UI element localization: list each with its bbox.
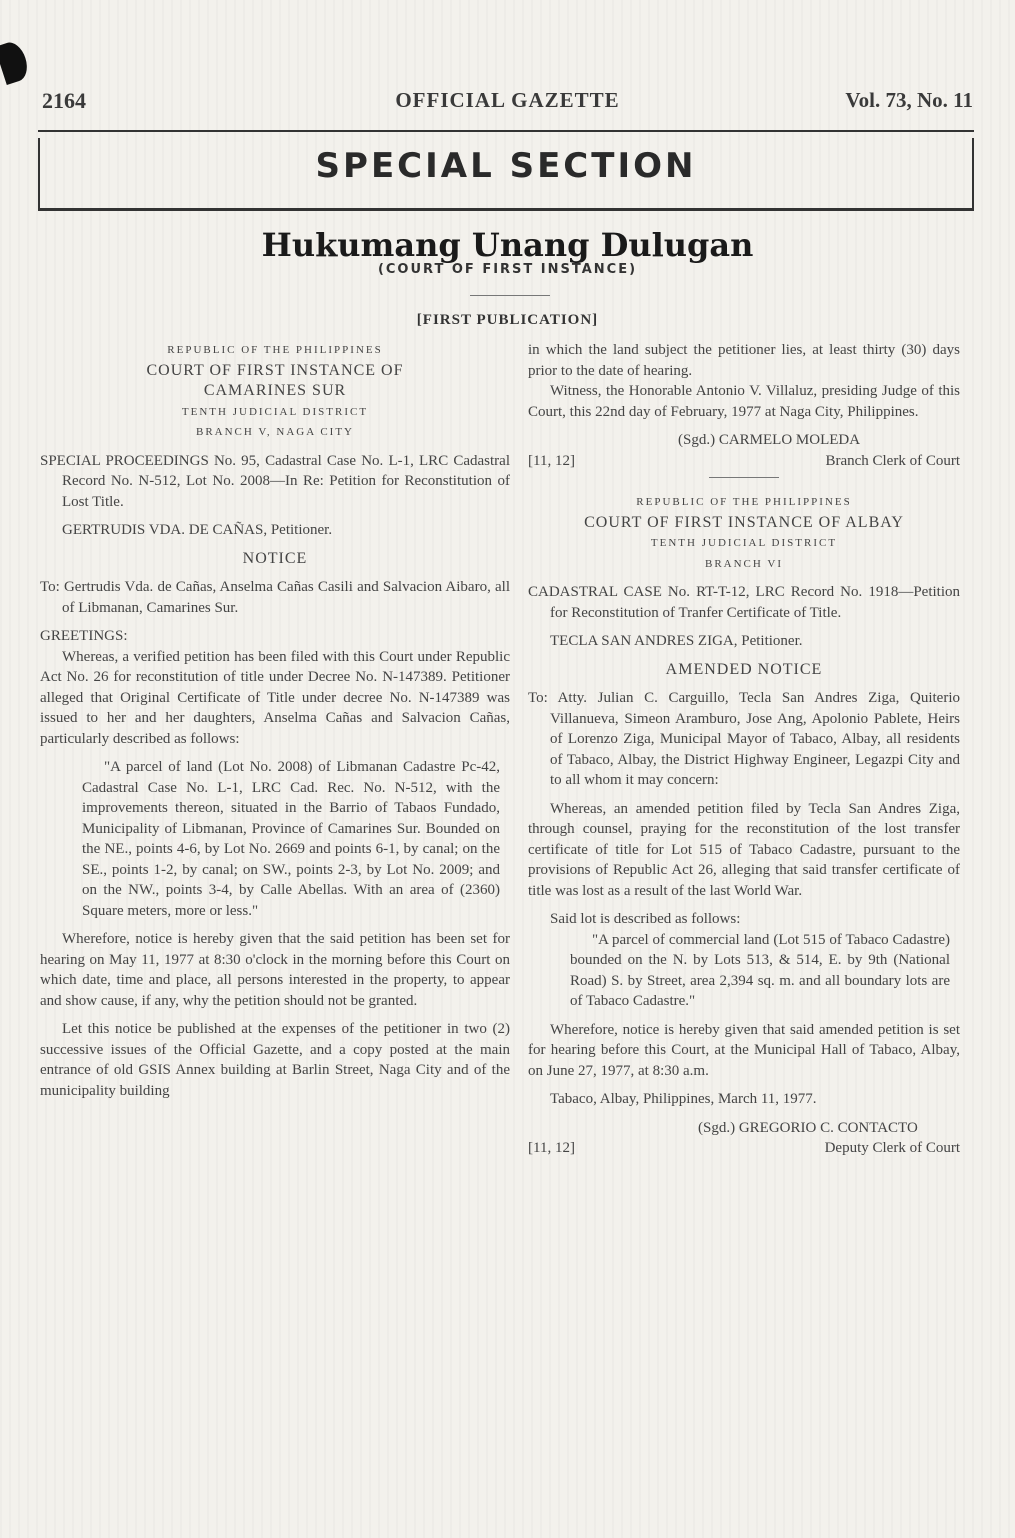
branch-line: BRANCH V, NAGA CITY [195,426,354,438]
witness-paragraph: Witness, the Honorable Antonio V. Villaluz, presiding Judge of this Court, this 22nd day of February, 1977 at Naga City, Philippines. [528,383,960,420]
signatory-title: Branch Clerk of Court [825,452,960,469]
branch-line: BRANCH VI [704,557,783,570]
divider [709,477,779,478]
petitioner-line: TECLA SAN ANDRES ZIGA, Petitioner. [550,633,803,649]
addressees: To: Gertrudis Vda. de Cañas, Anselma Cañas Casili and Salvacion Aibaro, all of Libmanan, Camarines Sur. [40,579,510,616]
property-description: "A parcel of land (Lot No. 2008) of Libmanan Cadastre Pc-42, Cadastral Case No. L-1, LRC Cad. Rec. No. N-512, with the improvements thereon, situated in the Barrio of Tabaos Fundado, Municipality of Libmanan, Province of Camarines Sur. Bounded on the NE., points 4-6, by Lot No. 2669 and points 6-1, by canal; on the SE., points 1-2, by canal; on SW., points 2-3, by Lot No. 2009; and on the NW., points 3-4, by Calle Abellas. With an area of (2360) Square meters, more or less." [82,759,500,919]
section-title: SPECIAL SECTION [315,146,697,186]
notice-camarines-sur [40,340,510,1101]
issue-reference: [11, 12] [528,452,575,469]
signatory-title: Deputy Clerk of Court [824,1140,960,1156]
issue-reference: [11, 12] [528,1140,575,1156]
notice-paragraph: Let this notice be published at the expenses of the petitioner in two (2) successive issues of the Official Gazette, and a copy posted at the main entrance of old GSIS Annex building at Barlin Street, Naga City and of the municipality building [40,1021,510,1099]
petitioner-line: GERTRUDIS VDA. DE CAÑAS, Petitioner. [62,522,333,538]
notice-paragraph: Wherefore, notice is hereby given that said amended petition is set for hearing before this Court, at the Municipal Hall of Tabaco, Albay, on June 27, 1977, at 8:30 a.m. [528,1021,960,1079]
volume-issue: Vol. 73, No. 11 [845,88,973,112]
court-subtitle: (COURT OF FIRST INSTANCE) [377,262,638,277]
case-caption: SPECIAL PROCEEDINGS No. 95, Cadastral Case No. L-1, LRC Cadastral Record No. N-512, Lot No. 2008—In Re: Petition for Reconstitution of Lost Title. [40,452,510,510]
section-banner [38,130,974,211]
court-title: Hukumang Unang Dulugan [261,226,754,264]
divider [470,295,550,296]
ink-blot [0,39,32,85]
signature: (Sgd.) GREGORIO C. CONTACTO [698,1119,918,1136]
notice-continuation: in which the land subject the petitioner lies, at least thirty (30) days prior to the date of hearing. [528,342,960,379]
notice-title: NOTICE [242,549,308,567]
signature: (Sgd.) CARMELO MOLEDA [678,432,861,448]
addressees: To: Atty. Julian C. Carguillo, Tecla San Andres Ziga, Quiterio Villanueva, Simeon Aramburo, Jose Ang, Apolonio Pablete, Heirs of Lorenzo Ziga, Municipal Mayor of Tabaco, Albay, all residents of Tabaco, Albay, the District Highway Engineer, Legazpi City and to all whom it may concern: [528,690,960,788]
greetings: GREETINGS: [40,628,128,644]
page-header [42,88,973,118]
publication-name: OFFICIAL GAZETTE [395,88,620,112]
case-caption: CADASTRAL CASE No. RT-T-12, LRC Record No. 1918—Petition for Reconstitution of Tranfer Certificate of Title. [528,584,960,621]
republic-line: REPUBLIC OF THE PHILIPPINES [167,344,383,356]
notice-title: AMENDED NOTICE [665,660,823,678]
page-number: 2164 [42,88,86,113]
notice-paragraph: Said lot is described as follows: [550,911,741,927]
court-line: COURT OF FIRST INSTANCE OF [146,361,404,379]
notice-paragraph: Whereas, an amended petition filed by Tecla San Andres Ziga, through counsel, praying for the reconstitution of the lost transfer certificate of title for Lot 515 of Tabaco Cadastre, pursuant to the provisions of Republic Act 26, alleging that said transfer certificate of title was lost as a result of the last World War. [528,800,960,899]
property-description: "A parcel of commercial land (Lot 515 of Tabaco Cadastre) bounded on the N. by Lots 513, & 514, E. by 9th (National Road) S. by Street, area 2,394 sq. m. and all boundary lots are of Tabaco Cadastre." [570,931,950,1009]
province-line: CAMARINES SUR [203,382,347,399]
notice-paragraph: Wherefore, notice is hereby given that the said petition has been set for hearing on May 11, 1977 at 8:30 o'clock in the morning before this Court on which date, time and place, all persons interested in the property, to appear and show cause, if any, why the petition should not be granted. [40,931,510,1009]
dateline: Tabaco, Albay, Philippines, March 11, 1977. [550,1091,817,1107]
court-line: COURT OF FIRST INSTANCE OF ALBAY [584,513,904,531]
publication-label: [FIRST PUBLICATION] [416,312,599,328]
district-line: TENTH JUDICIAL DISTRICT [650,537,838,549]
notice-albay [528,340,960,1159]
notice-paragraph: Whereas, a verified petition has been filed with this Court under Republic Act No. 26 for reconstitution of title under Decree No. N-147389. Petitioner alleged that Original Certificate of Title under decree No. N-147389 was issued to her and her daughters, Anselma Cañas and Salvacion Cañas, particularly described as follows: [40,648,510,747]
republic-line: REPUBLIC OF THE PHILIPPINES [636,496,852,508]
district-line: TENTH JUDICIAL DISTRICT [181,405,369,418]
